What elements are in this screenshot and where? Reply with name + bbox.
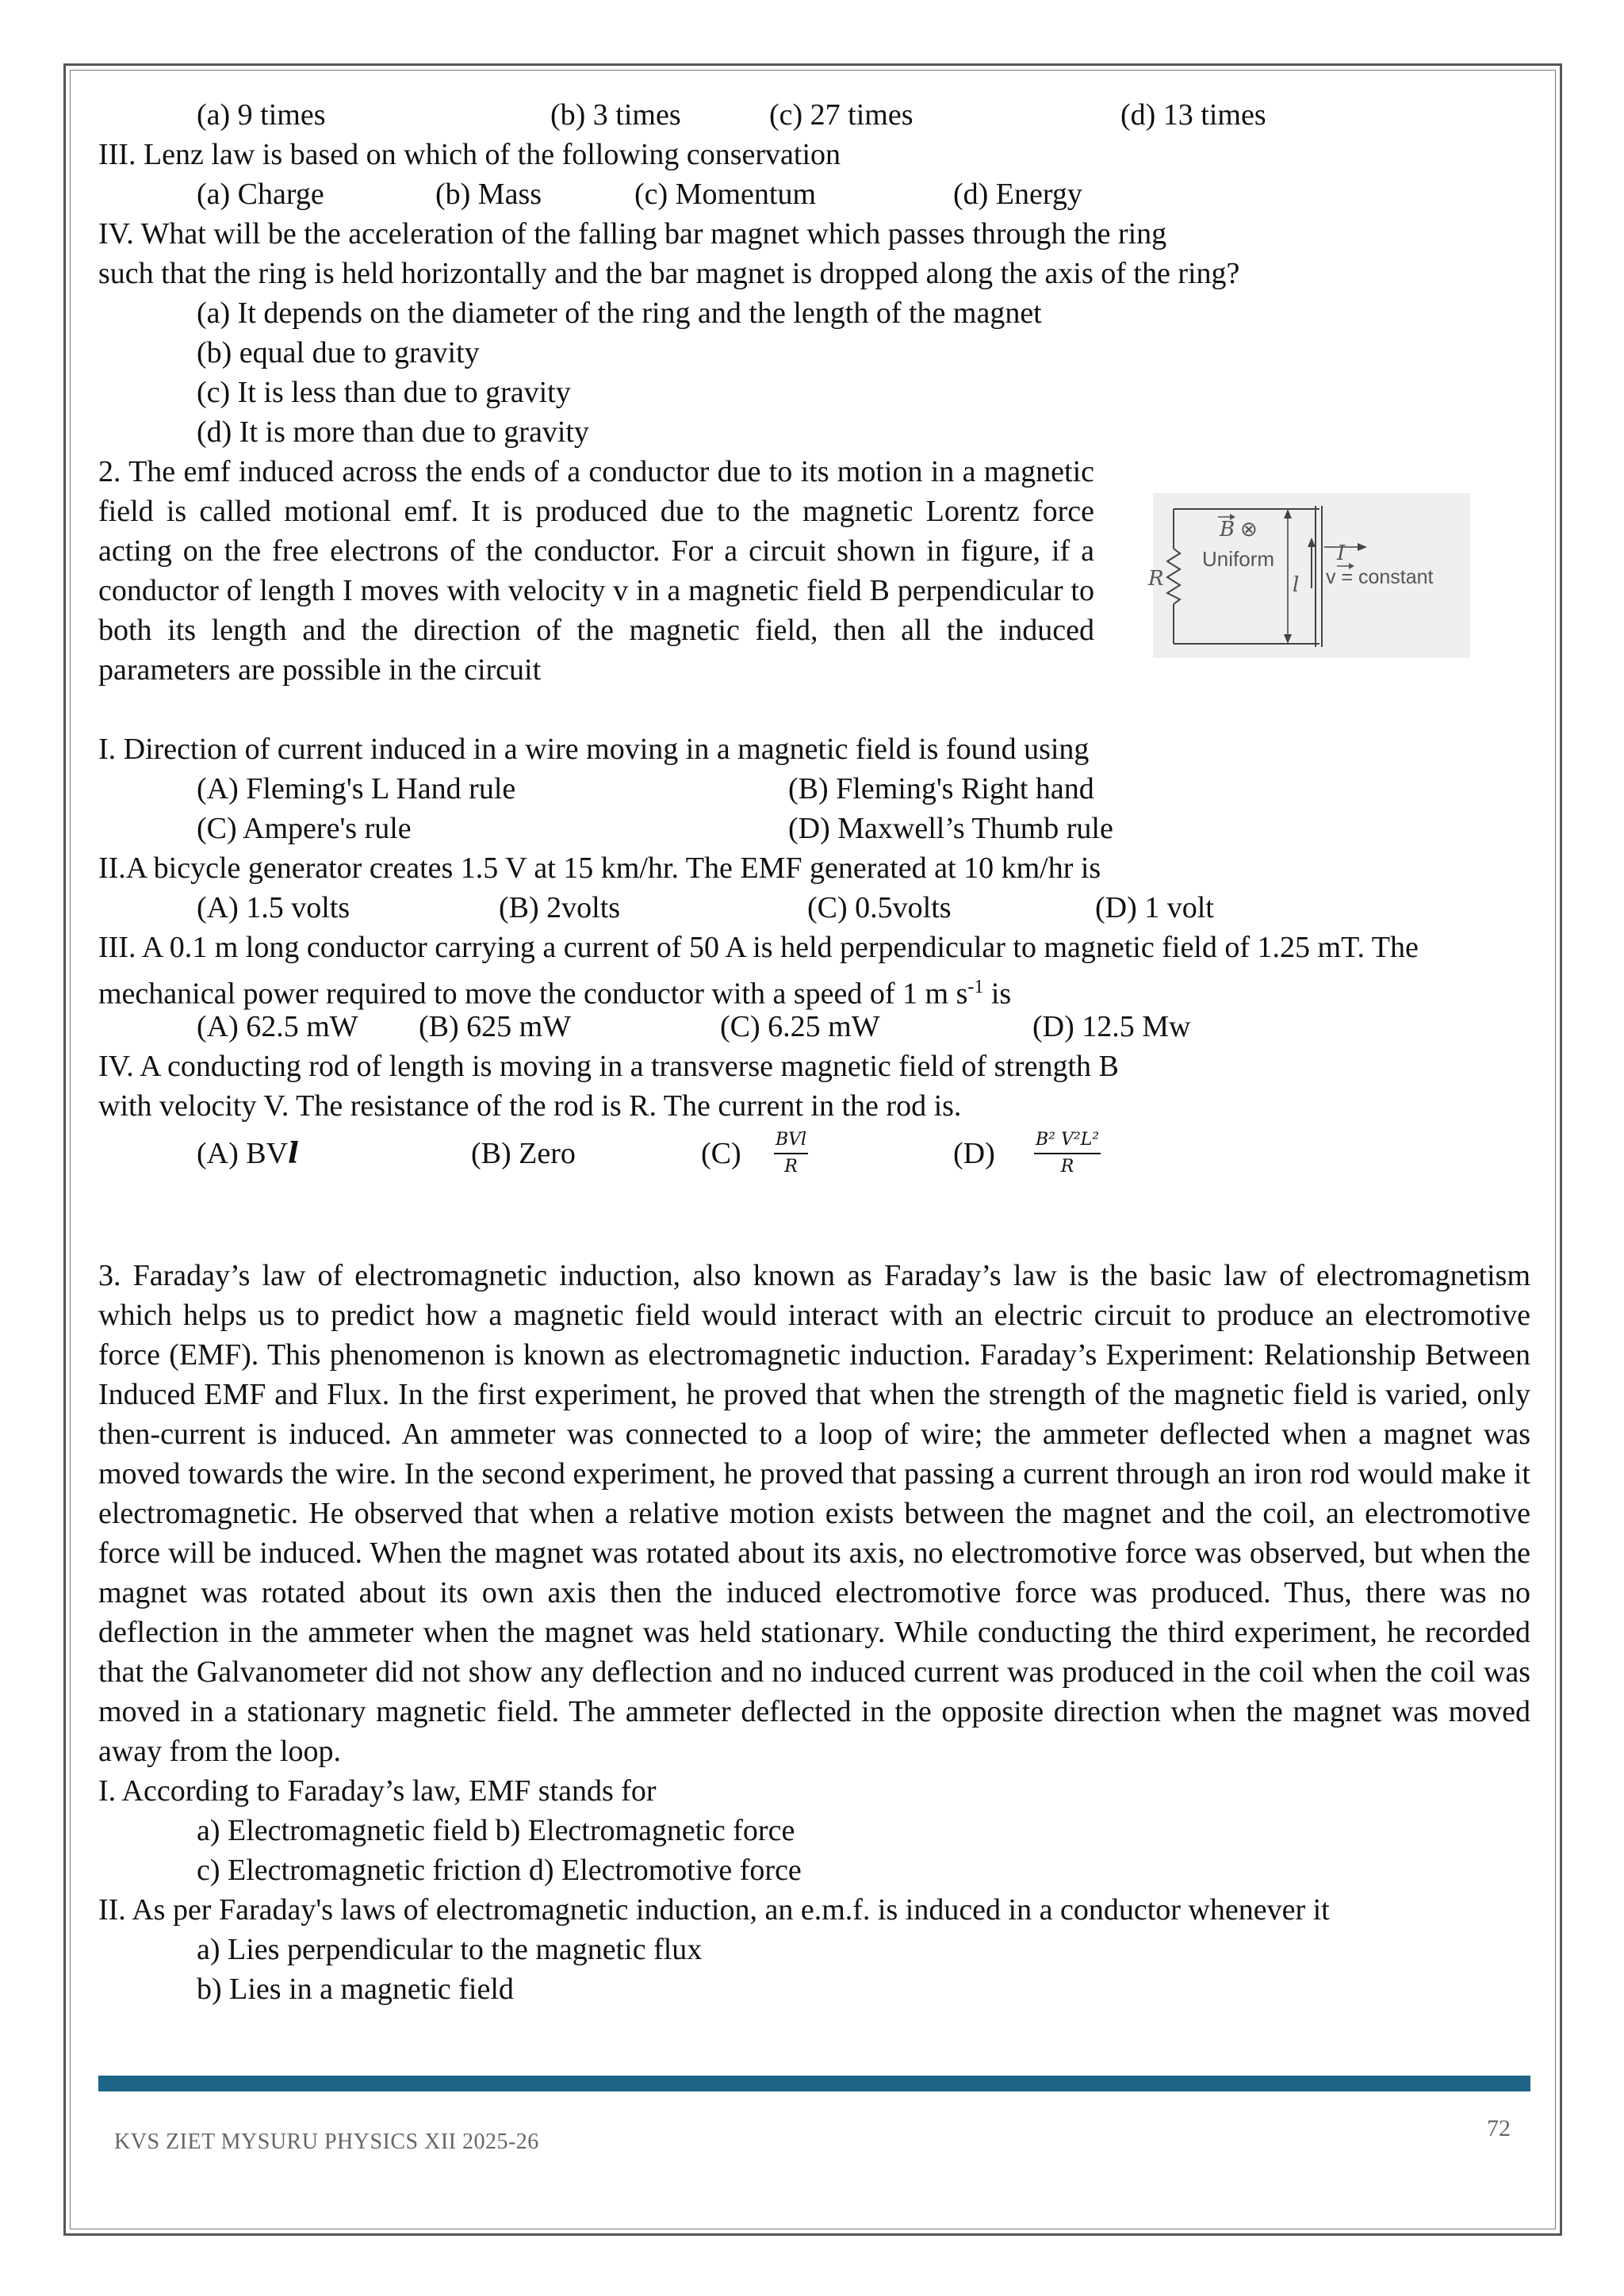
- text: mechanical power required to move the conductor with a speed of 1 m s: [98, 977, 968, 1011]
- page-content: [98, 95, 1530, 2009]
- option: (C) 0.5volts: [807, 891, 952, 924]
- option: (D) 1 volt: [1095, 891, 1214, 924]
- q3-passage: 3. Faraday’s law of electromagnetic induction, also known as Faraday’s law is the basic law of electromagnetism which helps us to predict how a magnetic field would interact with an electric circuit to produce an electromotive force (EMF). This phenomenon is known as electromagnetic induction. Faraday’s Experiment: Relationship Between Induced EMF and Flux. In the first experiment, he proved that when the strength of the magnetic field is varied, only then-current is induced. An ammeter was connected to a loop of wire; the ammeter deflected when a magnet was moved towards the wire. In the second experiment, he proved that passing a current through an iron rod would make it electromagnetic. He observed that when a relative motion exists between the magnet and the coil, an electromotive force will be induced. When the magnet was rotated about its axis, no electromotive force was observed, but when the magnet was rotated about its own axis then the induced electromotive force was produced. Thus, there was no deflection in the ammeter when the magnet was held stationary. While conducting the third experiment, he recorded that the Galvanometer did not show any deflection and no induced current was produced in the coil when the coil was moved in a stationary magnetic field. The ammeter deflected in the opposite direction when the magnet was moved away from the loop.: [98, 1259, 1530, 1768]
- option: (b) equal due to gravity: [197, 336, 480, 369]
- option: [197, 1126, 299, 1181]
- q2-i-question: I. Direction of current induced in a wire moving in a magnetic field is found using: [98, 733, 1090, 766]
- q2-ii-options: [98, 888, 1530, 928]
- option: (c) Momentum: [634, 178, 817, 211]
- q2-iii-question-line2: [98, 967, 1530, 1011]
- resistor-label: R: [1148, 567, 1164, 591]
- option: (A) Fleming's L Hand rule: [197, 772, 516, 806]
- math-l: l: [288, 1137, 299, 1170]
- option: (b) Mass: [435, 178, 542, 211]
- q2-ii-question: II.A bicycle generator creates 1.5 V at 15 km/hr. The EMF generated at 10 km/hr is: [98, 851, 1101, 885]
- q1-iv-question-line1: IV. What will be the acceleration of the falling bar magnet which passes through the ring: [98, 217, 1167, 251]
- option-label: (A) BV: [197, 1137, 289, 1170]
- option: (A) 1.5 volts: [197, 891, 350, 924]
- q3-ii-question: II. As per Faraday's laws of electromagnetic induction, an e.m.f. is induced in a conductor whenever it: [98, 1893, 1330, 1927]
- q2-iii-question-line1: III. A 0.1 m long conductor carrying a current of 50 A is held perpendicular to magnetic field of 1.25 mT. The: [98, 931, 1419, 964]
- option: (b) 3 times: [550, 98, 681, 132]
- option: b) Lies in a magnetic field: [197, 1973, 514, 2006]
- q1-iii-question: III. Lenz law is based on which of the following conservation: [98, 138, 841, 171]
- option: (d) 13 times: [1120, 98, 1266, 132]
- q1-iii-options: [98, 174, 1530, 214]
- option: (B) 2volts: [499, 891, 621, 924]
- numerator: B² V²L²: [1034, 1129, 1101, 1154]
- option: (D) 12.5 Mw: [1032, 1010, 1191, 1043]
- text: is: [983, 977, 1012, 1011]
- superscript: -1: [967, 977, 984, 997]
- option: (c) 27 times: [769, 98, 914, 132]
- option: (d) It is more than due to gravity: [197, 415, 589, 449]
- option: (d) Energy: [953, 178, 1082, 211]
- option: (a) 9 times: [197, 98, 326, 132]
- option: (B) 625 mW: [419, 1010, 572, 1043]
- cross-icon: ⊗: [1240, 518, 1258, 541]
- q2-i-options-row2: [98, 809, 1530, 848]
- q2-passage: 2. The emf induced across the ends of a conductor due to its motion in a magnetic field is called motional emf. It is produced due to the magnetic Lorentz force acting on the free electrons of the conductor. For a circuit shown in figure, if a conductor of length I moves with velocity v in a magnetic field B perpendicular to both its length and the direction of the magnetic field, then all the induced parameters are possible in the circuit: [98, 455, 1094, 687]
- q1-iv-question-line2: such that the ring is held horizontally and the bar magnet is dropped along the axis of the ring?: [98, 257, 1240, 290]
- q3-i-options-line1: a) Electromagnetic field b) Electromagnetic force: [197, 1814, 795, 1847]
- footer-bar: [98, 2076, 1530, 2091]
- q2-iv-options: [98, 1126, 1530, 1181]
- option: (c) It is less than due to gravity: [197, 376, 571, 409]
- q2-iv-question-line2: with velocity V. The resistance of the rod is R. The current in the rod is.: [98, 1089, 962, 1123]
- denominator: R: [1060, 1157, 1074, 1177]
- uniform-label: Uniform: [1202, 547, 1275, 571]
- fraction-bvl-over-r: [774, 1129, 808, 1178]
- option: (C): [701, 1137, 741, 1170]
- current-label: I: [1337, 541, 1346, 565]
- denominator: R: [784, 1157, 798, 1177]
- q1-ii-options: [98, 95, 1530, 135]
- fraction-b2v2l2-over-r: [1034, 1129, 1101, 1178]
- option: (C) Ampere's rule: [197, 812, 412, 845]
- option: (D) Maxwell’s Thumb rule: [788, 812, 1113, 845]
- option: (D): [953, 1137, 995, 1170]
- option: (A) 62.5 mW: [197, 1010, 358, 1043]
- footer-text: KVS ZIET MYSURU PHYSICS XII 2025-26: [114, 2130, 539, 2154]
- velocity-label: v = constant: [1326, 566, 1434, 588]
- option: (a) Charge: [197, 178, 324, 211]
- option: (B) Fleming's Right hand: [788, 772, 1094, 806]
- circuit-diagram: [1148, 493, 1470, 658]
- option: (a) It depends on the diameter of the ring and the length of the magnet: [197, 297, 1042, 330]
- numerator: BVl: [774, 1129, 808, 1154]
- option: (B) Zero: [471, 1137, 576, 1170]
- q2-iv-question-line1: IV. A conducting rod of length is moving in a transverse magnetic field of strength B: [98, 1050, 1119, 1083]
- q3-i-options-line2: c) Electromagnetic friction d) Electromotive force: [197, 1854, 802, 1887]
- q2-iii-options: [98, 1007, 1530, 1047]
- option: a) Lies perpendicular to the magnetic flux: [197, 1933, 703, 1966]
- motional-emf-circuit-figure: [1148, 493, 1470, 658]
- q3-i-question: I. According to Faraday’s law, EMF stands for: [98, 1774, 657, 1808]
- q2-i-options-row1: [98, 769, 1530, 809]
- length-label: l: [1293, 573, 1300, 597]
- field-label: B: [1220, 518, 1235, 541]
- page-number: 72: [1487, 2115, 1511, 2141]
- option: (C) 6.25 mW: [720, 1010, 880, 1043]
